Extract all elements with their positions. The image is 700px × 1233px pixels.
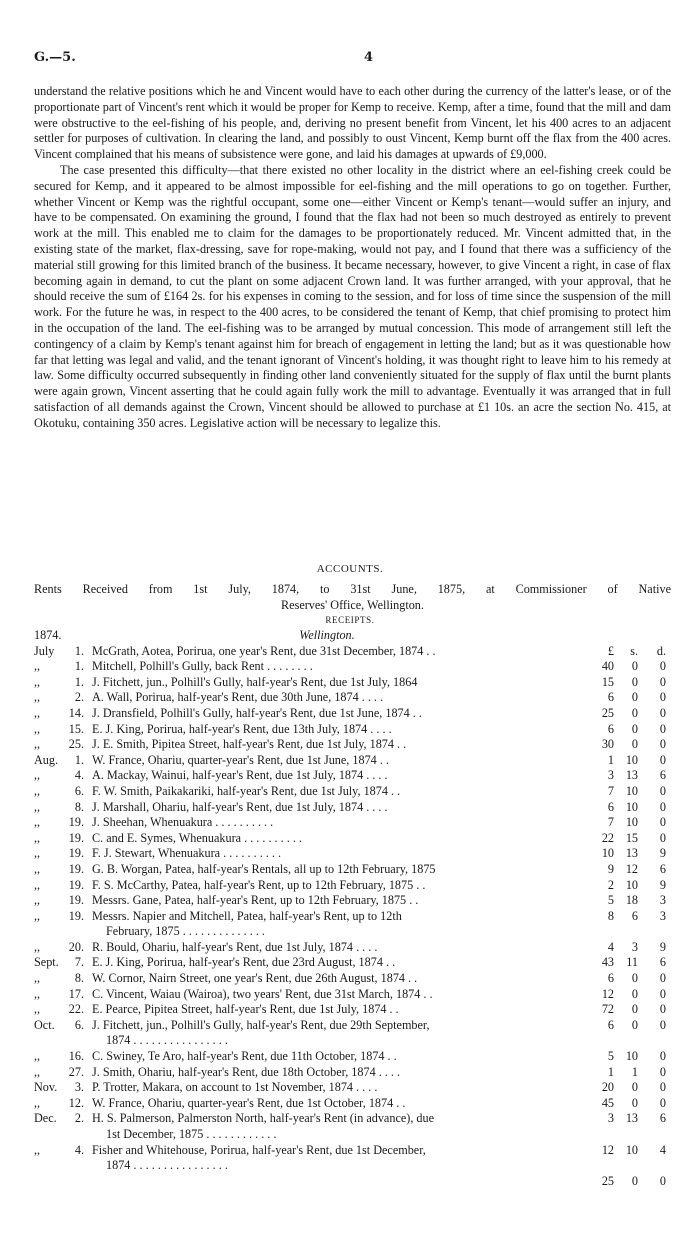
row-description — [92, 878, 582, 894]
row-description-line: E. J. King, Porirua, half-year's Rent, due 13th July, 1874 . . . . — [92, 721, 392, 736]
row-description-continuation: 1st December, 1875 . . . . . . . . . . . . — [106, 1127, 277, 1141]
row-day: 8. — [74, 971, 84, 986]
row-description — [92, 644, 582, 660]
row-description — [92, 909, 582, 940]
row-description-continuation: 1874 . . . . . . . . . . . . . . . . — [106, 1158, 228, 1173]
amount-pounds: 7 — [607, 783, 614, 798]
shillings-header: s. — [630, 643, 638, 658]
amount-pence: 0 — [659, 1080, 666, 1095]
amount-pounds: 25 — [601, 705, 614, 720]
amount-pounds: 10 — [601, 846, 614, 861]
row-month: Nov. — [34, 1080, 58, 1095]
row-description-line: Mitchell, Polhill's Gully, back Rent . . . . . . . . — [92, 659, 313, 674]
amount-shillings: 10 — [625, 1049, 638, 1064]
amount-shillings: 0 — [631, 1095, 638, 1110]
row-day: 17. — [68, 986, 84, 1001]
row-description-line: R. Bould, Ohariu, half-year's Rent, due 1st July, 1874 . . . . — [92, 939, 378, 954]
amount-shillings: 10 — [625, 799, 638, 814]
amount-shillings: 0 — [631, 986, 638, 1001]
row-day: 14. — [68, 705, 84, 720]
body-text — [34, 84, 671, 432]
pounds-header: £ — [607, 643, 614, 658]
amount-pence: 0 — [659, 752, 666, 767]
row-description-line: J. Fitchett, jun., Polhill's Gully, half-year's Rent, due 1st July, 1864 — [92, 674, 418, 689]
amount-pence: 4 — [659, 1142, 666, 1157]
row-day: 19. — [68, 893, 84, 908]
row-description-line: G. B. Worgan, Patea, half-year's Rentals, all up to 12th February, 1875 — [92, 861, 436, 876]
amount-pence: 6 — [659, 861, 666, 876]
row-description-line: E. J. King, Porirua, half-year's Rent, due 23rd August, 1874 . . — [92, 955, 396, 970]
amount-pounds: 72 — [601, 1002, 614, 1017]
amount-shillings: 0 — [631, 705, 638, 720]
amount-pence: 0 — [659, 674, 666, 689]
amount-shillings: 0 — [631, 1173, 638, 1188]
row-month: ,, — [34, 799, 41, 814]
year-label: 1874. — [34, 628, 62, 642]
row-description — [92, 1080, 582, 1096]
amount-pence: 9 — [659, 939, 666, 954]
amount-pence: 0 — [659, 783, 666, 798]
row-description — [92, 971, 582, 987]
row-day: 25. — [68, 737, 84, 752]
amount-pence: 0 — [659, 986, 666, 1001]
amount-pence: 9 — [659, 846, 666, 861]
amount-shillings: 18 — [625, 893, 638, 908]
row-description-line: E. Pearce, Pipitea Street, half-year's Rent, due 1st July, 1874 . . — [92, 1002, 399, 1017]
row-description-line: J. Marshall, Ohariu, half-year's Rent, due 1st July, 1874 . . . . — [92, 799, 388, 814]
row-month: ,, — [34, 659, 41, 674]
row-description-line: C. Vincent, Waiau (Wairoa), two years' Rent, due 31st March, 1874 . . — [92, 986, 433, 1001]
row-day: 4. — [74, 768, 84, 783]
amount-pounds: 22 — [601, 830, 614, 845]
amount-pence: 0 — [659, 830, 666, 845]
amount-pounds: 4 — [607, 939, 614, 954]
row-description — [92, 831, 582, 847]
row-day: 3. — [74, 1080, 84, 1095]
row-description — [92, 706, 582, 722]
row-description-continuation: February, 1875 . . . . . . . . . . . . . . — [106, 924, 265, 939]
row-description-line: J. Smith, Ohariu, half-year's Rent, due 18th October, 1874 . . . . — [92, 1064, 401, 1079]
row-description — [92, 987, 582, 1003]
row-month: Aug. — [34, 752, 59, 767]
amount-shillings: 0 — [631, 1080, 638, 1095]
amount-pence: 3 — [659, 893, 666, 908]
amount-pounds: 12 — [601, 1142, 614, 1157]
row-description-continuation: 1874 . . . . . . . . . . . . . . . . — [106, 1033, 228, 1048]
amount-shillings: 6 — [631, 908, 638, 923]
row-description-line: H. S. Palmerson, Palmerston North, half-year's Rent (in advance), due — [92, 1111, 435, 1126]
row-day: 19. — [68, 908, 84, 923]
row-month: ,, — [34, 908, 41, 923]
row-description — [92, 1143, 582, 1174]
row-day: 20. — [68, 939, 84, 954]
row-description — [92, 1049, 582, 1065]
amount-pence: 6 — [659, 768, 666, 783]
row-description — [92, 1111, 582, 1142]
amount-shillings: 10 — [625, 752, 638, 767]
row-month: Sept. — [34, 955, 59, 970]
amount-pence: 0 — [659, 1064, 666, 1079]
row-day: 19. — [68, 861, 84, 876]
place-label: Wellington. — [299, 628, 355, 642]
amount-pence: 0 — [659, 1095, 666, 1110]
amount-shillings: 0 — [631, 674, 638, 689]
row-description-line: W. France, Ohariu, quarter-year's Rent, due 1st June, 1874 . . — [92, 752, 389, 767]
row-description — [92, 1018, 582, 1049]
amount-pounds: 5 — [607, 893, 614, 908]
page-number: 4 — [364, 50, 374, 65]
row-day: 2. — [74, 690, 84, 705]
row-month: ,, — [34, 815, 41, 830]
amount-shillings: 10 — [625, 815, 638, 830]
row-description — [92, 659, 582, 675]
amount-shillings: 0 — [631, 721, 638, 736]
row-month: ,, — [34, 674, 41, 689]
amount-pounds: 30 — [601, 737, 614, 752]
amount-pounds: 45 — [601, 1095, 614, 1110]
row-month: ,, — [34, 690, 41, 705]
row-description — [92, 690, 582, 706]
amount-pence: 0 — [659, 705, 666, 720]
row-month: ,, — [34, 1142, 41, 1157]
pence-header: d. — [656, 643, 666, 658]
row-month: ,, — [34, 1064, 41, 1079]
row-day: 19. — [68, 830, 84, 845]
row-month: ,, — [34, 877, 41, 892]
row-day: 7. — [74, 955, 84, 970]
row-description-line: A. Mackay, Wainui, half-year's Rent, due 1st July, 1874 . . . . — [92, 768, 388, 783]
row-month: ,, — [34, 893, 41, 908]
amount-shillings: 13 — [625, 768, 638, 783]
paragraph-case: The case presented this difficulty—that there existed no other locality in the district where an eel-fishing creek could be secured for Kemp, and it appeared to be almost impossible for eel-fishing and the mill operations to go on together. Further, whether Vincent or Kemp was the rightful occupant, some one—either Vincent or Kemp's tenant—would suffer an injury, and have to be compensated. On examining the ground, I found that the flax had not been so much destroyed as entirely to prevent work at the mill. This enabled me to claim for the damages to be proportionately reduced. Mr. Vincent admitted that, in the existing state of the market, flax-dressing, save for rope-making, would not pay, and I found that there was a sufficiency of the material still growing for this limited branch of the business. It became necessary, however, to give Vincent a right, in case of flax becoming again in demand, to cut the plant on some adjacent Crown land. It was further arranged, with your approval, that he should receive the sum of £164 2s. for his expenses in coming to the session, and for loss of time since the suspension of the mill work. For the future he was, in respect to the 400 acres, to be considered the tenant of Kemp, that chief promising to protect him in the occupation of the land. The eel-fishing was to be arranged by mutual concession. This mode of arrangement still left the contingency of a claim by Kemp's tenant against him for breach of engagement in letting the land; but as it was questionable how far that letting was legal and valid, and the tenant ignorant of Vincent's holding, it was thought right to leave him to his remedy at law. Some difficulty occurred subsequently in finding other land conveniently situated for the supply of flax until the burnt plants were again grown, Vincent asserting that he could again fully work the mill to advantage. Eventually it was arranged that in full satisfaction of all demands against the Crown, Vincent should be allowed to purchase at £1 10s. an acre the section No. 415, at Okotuku, containing 350 acres. Legislative action will be necessary to legalize this. — [34, 162, 671, 430]
amount-shillings: 10 — [625, 783, 638, 798]
row-description — [92, 862, 582, 878]
row-day: 1. — [74, 674, 84, 689]
row-description — [92, 846, 582, 862]
amount-pounds: 9 — [607, 861, 614, 876]
amount-pounds: 1 — [607, 752, 614, 767]
row-description — [92, 753, 582, 769]
page-header — [34, 50, 666, 70]
row-day: 8. — [74, 799, 84, 814]
amount-pounds: 40 — [601, 659, 614, 674]
amount-pounds: 3 — [607, 768, 614, 783]
amount-pence: 6 — [659, 955, 666, 970]
row-month: ,, — [34, 783, 41, 798]
amount-shillings: 13 — [625, 1111, 638, 1126]
amount-shillings: 13 — [625, 846, 638, 861]
row-day: 6. — [74, 1017, 84, 1032]
row-description-line: P. Trotter, Makara, on account to 1st November, 1874 . . . . — [92, 1080, 378, 1095]
row-month: Dec. — [34, 1111, 57, 1126]
row-month: ,, — [34, 1095, 41, 1110]
row-description — [92, 1065, 582, 1081]
row-description-line: J. E. Smith, Pipitea Street, half-year's Rent, due 1st July, 1874 . . — [92, 737, 407, 752]
row-day: 2. — [74, 1111, 84, 1126]
row-description — [92, 1096, 582, 1112]
amount-pounds: 7 — [607, 815, 614, 830]
receipts-table — [34, 628, 674, 1188]
row-month: ,, — [34, 737, 41, 752]
row-month: ,, — [34, 705, 41, 720]
amount-pounds: 2 — [607, 877, 614, 892]
row-description-line: C. and E. Symes, Whenuakura . . . . . . . . . . — [92, 830, 302, 845]
amount-pence: 0 — [659, 721, 666, 736]
amount-pence: 0 — [659, 690, 666, 705]
row-day: 1. — [74, 643, 84, 658]
row-day: 16. — [68, 1049, 84, 1064]
row-description — [92, 800, 582, 816]
row-day: 22. — [68, 1002, 84, 1017]
row-day: 12. — [68, 1095, 84, 1110]
amount-pence: 0 — [659, 1002, 666, 1017]
amount-pounds: 6 — [607, 1017, 614, 1032]
amount-pence: 0 — [659, 1049, 666, 1064]
row-description — [92, 893, 582, 909]
row-description — [92, 722, 582, 738]
document-reference: G.—5. — [34, 50, 76, 65]
amount-shillings: 12 — [625, 861, 638, 876]
accounts-heading: ACCOUNTS. — [316, 563, 384, 575]
receipts-heading: RECEIPTS. — [325, 615, 375, 625]
row-description — [92, 940, 582, 956]
row-month: ,, — [34, 830, 41, 845]
amount-pence: 6 — [659, 1111, 666, 1126]
amount-pence: 0 — [659, 659, 666, 674]
row-description-line: McGrath, Aotea, Porirua, one year's Rent, due 31st December, 1874 . . — [92, 643, 436, 658]
row-description-line: Fisher and Whitehouse, Porirua, half-year's Rent, due 1st December, — [92, 1142, 426, 1157]
row-description-line: Messrs. Gane, Patea, half-year's Rent, up to 12th February, 1875 . . — [92, 893, 419, 908]
row-month: ,, — [34, 1049, 41, 1064]
row-description-line: F. S. McCarthy, Patea, half-year's Rent, up to 12th February, 1875 . . — [92, 877, 426, 892]
row-description-line: J. Dransfield, Polhill's Gully, half-year's Rent, due 1st June, 1874 . . — [92, 705, 422, 720]
row-day: 15. — [68, 721, 84, 736]
amount-shillings: 0 — [631, 659, 638, 674]
amount-pence: 0 — [659, 799, 666, 814]
amount-shillings: 0 — [631, 1002, 638, 1017]
row-day: 1. — [74, 752, 84, 767]
amount-pounds: 12 — [601, 986, 614, 1001]
row-month: ,, — [34, 971, 41, 986]
amount-pounds: 3 — [607, 1111, 614, 1126]
amount-shillings: 0 — [631, 1017, 638, 1032]
row-description-line: W. France, Ohariu, quarter-year's Rent, due 1st October, 1874 . . — [92, 1095, 406, 1110]
amount-pounds: 43 — [601, 955, 614, 970]
row-month: ,, — [34, 986, 41, 1001]
row-description — [92, 737, 582, 753]
amount-pence: 9 — [659, 877, 666, 892]
amount-shillings: 10 — [625, 877, 638, 892]
amount-pounds: 1 — [607, 1064, 614, 1079]
amount-pounds: 15 — [601, 674, 614, 689]
amount-shillings: 0 — [631, 737, 638, 752]
row-description-line: Messrs. Napier and Mitchell, Patea, half-year's Rent, up to 12th — [92, 908, 402, 923]
rents-heading-line2: Reserves' Office, Wellington. — [281, 598, 424, 612]
amount-pence: 0 — [659, 971, 666, 986]
row-description-line: J. Fitchett, jun., Polhill's Gully, half-year's Rent, due 29th September, — [92, 1017, 430, 1032]
amount-pence: 3 — [659, 908, 666, 923]
amount-pounds: 6 — [607, 690, 614, 705]
row-day: 19. — [68, 815, 84, 830]
amount-shillings: 0 — [631, 690, 638, 705]
row-description — [92, 675, 582, 691]
row-month: ,, — [34, 721, 41, 736]
row-description-line: W. Cornor, Nairn Street, one year's Rent, due 26th August, 1874 . . — [92, 971, 418, 986]
row-month: Oct. — [34, 1017, 55, 1032]
row-description-line: F. J. Stewart, Whenuakura . . . . . . . . . . — [92, 846, 282, 861]
amount-pounds: 5 — [607, 1049, 614, 1064]
amount-pounds: 25 — [601, 1173, 614, 1188]
row-day: 6. — [74, 783, 84, 798]
row-description-line: C. Swiney, Te Aro, half-year's Rent, due 11th October, 1874 . . — [92, 1049, 397, 1064]
row-day: 1. — [74, 659, 84, 674]
amount-shillings: 15 — [625, 830, 638, 845]
row-day: 19. — [68, 877, 84, 892]
row-description-line: F. W. Smith, Paikakariki, half-year's Rent, due 1st July, 1874 . . — [92, 783, 401, 798]
row-month: ,, — [34, 861, 41, 876]
row-day: 27. — [68, 1064, 84, 1079]
amount-pence: 0 — [659, 737, 666, 752]
row-description — [92, 784, 582, 800]
amount-pence: 0 — [659, 1173, 666, 1188]
row-day: 19. — [68, 846, 84, 861]
amount-pounds: 8 — [607, 908, 614, 923]
amount-shillings: 3 — [631, 939, 638, 954]
amount-shillings: 11 — [626, 955, 638, 970]
row-description-line: J. Sheehan, Whenuakura . . . . . . . . . . — [92, 815, 274, 830]
amount-pounds: 6 — [607, 971, 614, 986]
row-month: July — [34, 643, 55, 658]
row-description — [92, 955, 582, 971]
row-description-line: A. Wall, Porirua, half-year's Rent, due 30th June, 1874 . . . . — [92, 690, 384, 705]
row-description — [92, 1002, 582, 1018]
paragraph-continuation: understand the relative positions which he and Vincent would have to each other during the currency of the latter's lease, or of the proportionate part of Vincent's rent which it would be proper for Kemp to receive. Kemp, after a time, found that the mill and dam were obstructive to the eel-fishing of his people, and, deriving no present benefit from Vincent, let his 400 acres to an adjacent settler for purposes of cultivation. In clearing the land, and possibly to oust Vincent, Kemp burnt off the flax from the 400 acres. Vincent complained that his means of subsistence were gone, and laid his damages at upwards of £9,000. — [34, 84, 671, 162]
amount-shillings: 1 — [631, 1064, 638, 1079]
amount-shillings: 0 — [631, 971, 638, 986]
row-month: ,, — [34, 1002, 41, 1017]
row-month: ,, — [34, 846, 41, 861]
rents-heading-line1: Rents Received from 1st July, 1874, to 31st June, 1875, at Commissioner of Native — [34, 582, 671, 596]
row-day: 4. — [74, 1142, 84, 1157]
rents-heading — [34, 581, 671, 613]
row-description — [92, 815, 582, 831]
amount-pounds: 20 — [601, 1080, 614, 1095]
amount-pounds: 6 — [607, 799, 614, 814]
amount-shillings: 10 — [625, 1142, 638, 1157]
amount-pence: 0 — [659, 815, 666, 830]
row-month: ,, — [34, 939, 41, 954]
amount-pence: 0 — [659, 1017, 666, 1032]
row-description — [92, 768, 582, 784]
amount-pounds: 6 — [607, 721, 614, 736]
table-row — [34, 1142, 674, 1188]
row-month: ,, — [34, 768, 41, 783]
